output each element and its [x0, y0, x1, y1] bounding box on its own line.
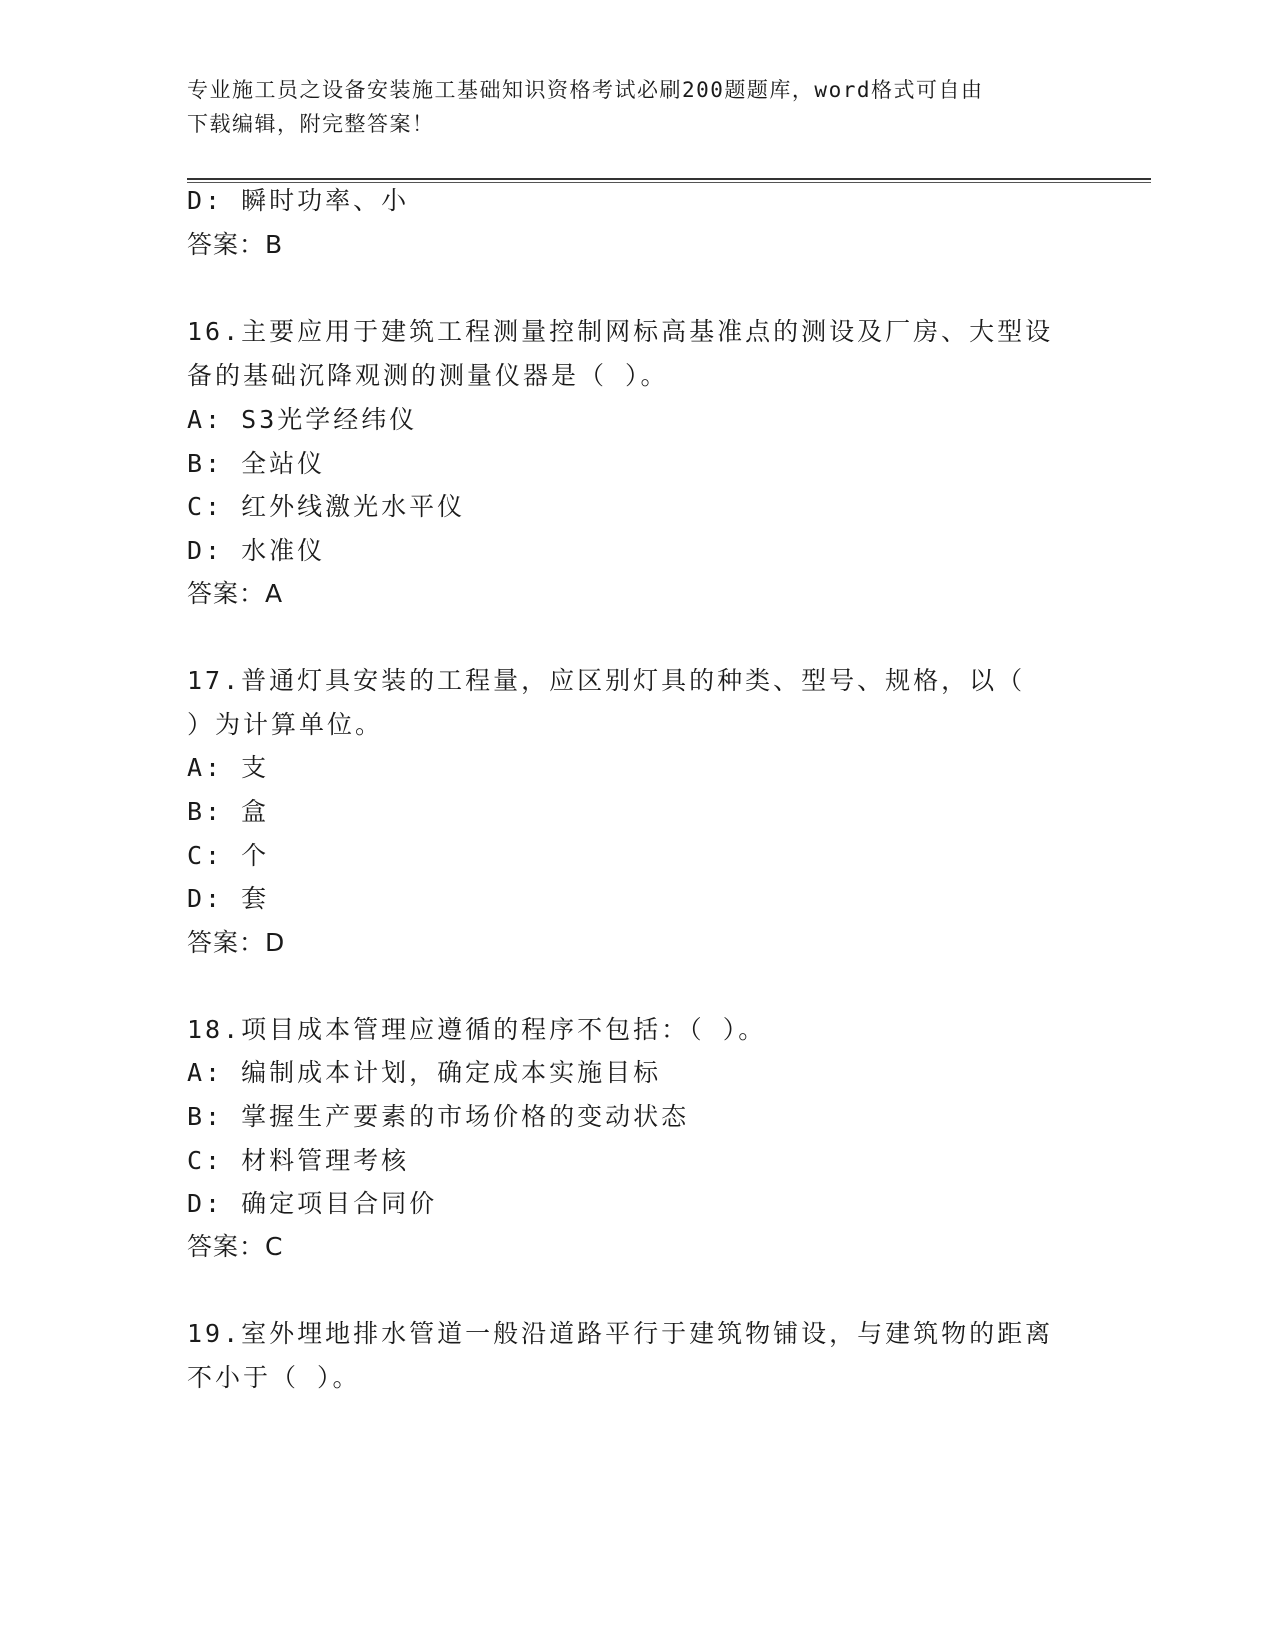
- q16-option-b: B: 全站仪: [187, 449, 326, 478]
- q19-stem-line-2: 不小于（ ）。: [187, 1363, 361, 1392]
- header-line-1: 专业施工员之设备安装施工基础知识资格考试必刷200题题库，word格式可自由: [187, 78, 984, 102]
- q16-option-a: A: S3光学经纬仪: [187, 405, 418, 434]
- q16-stem-line-2: 备的基础沉降观测的测量仪器是（ ）。: [187, 361, 669, 390]
- q17-option-a: A: 支: [187, 753, 270, 782]
- q17-option-d: D: 套: [187, 884, 270, 913]
- q16-option-d: D: 水准仪: [187, 536, 326, 565]
- q16-option-c: C: 红外线激光水平仪: [187, 492, 466, 521]
- prev-answer: 答案：B: [187, 230, 284, 259]
- header-divider-thin: [187, 182, 1151, 183]
- q18-option-c: C: 材料管理考核: [187, 1146, 410, 1175]
- q16-stem-line-1: 16.主要应用于建筑工程测量控制网标高基准点的测设及厂房、大型设: [187, 317, 1054, 346]
- q19-stem-line-1: 19.室外埋地排水管道一般沿道路平行于建筑物铺设，与建筑物的距离: [187, 1319, 1054, 1348]
- q17-stem-line-1: 17.普通灯具安装的工程量，应区别灯具的种类、型号、规格，以（: [187, 666, 1026, 695]
- header-line-2: 下载编辑，附完整答案！: [187, 112, 435, 136]
- document-header: [187, 73, 1067, 141]
- q16-answer: 答案：A: [187, 579, 284, 608]
- q18-option-a: A: 编制成本计划，确定成本实施目标: [187, 1058, 662, 1087]
- q18-option-d: D: 确定项目合同价: [187, 1189, 438, 1218]
- q17-option-b: B: 盒: [187, 797, 270, 826]
- q18-option-b: B: 掌握生产要素的市场价格的变动状态: [187, 1102, 690, 1131]
- q17-stem-line-2: ）为计算单位。: [187, 710, 384, 739]
- q18-answer: 答案：C: [187, 1232, 284, 1261]
- q17-option-c: C: 个: [187, 841, 270, 870]
- q17-answer: 答案：D: [187, 928, 286, 957]
- prev-option-d: D: 瞬时功率、小: [187, 186, 410, 215]
- q18-stem-line-1: 18.项目成本管理应遵循的程序不包括：（ ）。: [187, 1015, 767, 1044]
- header-divider: [187, 178, 1151, 180]
